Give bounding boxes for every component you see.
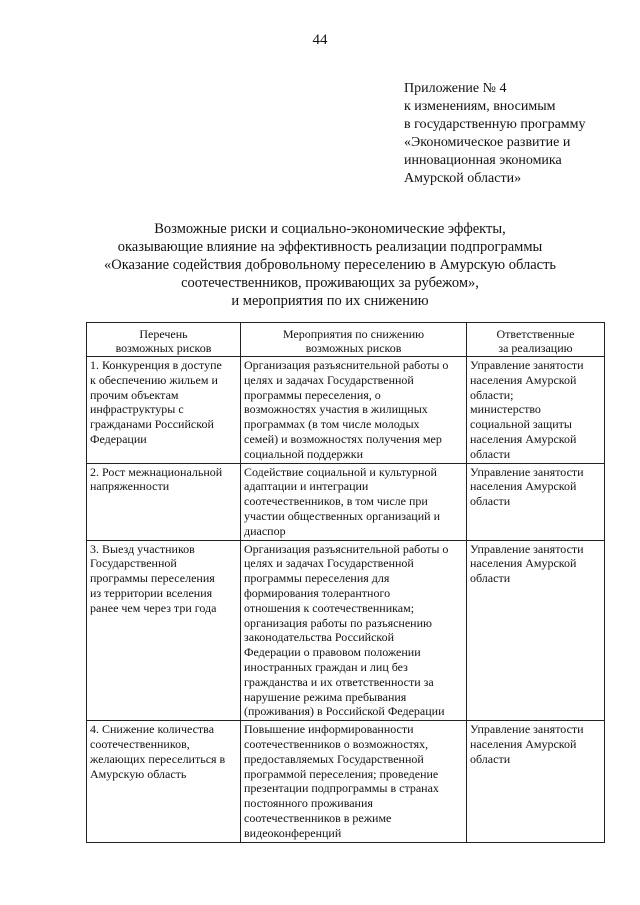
measures-cell bbox=[241, 357, 467, 464]
cell-line: гражданства и их ответственности за bbox=[244, 674, 434, 689]
risk-cell bbox=[87, 357, 241, 464]
cell-line: нарушение режима пребывания bbox=[244, 689, 407, 704]
cell-line: Управление занятости bbox=[470, 541, 584, 556]
cell-line: (проживания) в Российской Федерации bbox=[244, 704, 445, 719]
cell-line: Амурскую область bbox=[90, 766, 187, 781]
cell-line: Организация разъяснительной работы о bbox=[244, 541, 449, 556]
table-row bbox=[87, 463, 605, 540]
cell-line: области; bbox=[470, 387, 514, 402]
header-measures bbox=[241, 323, 467, 357]
cell-line: программой переселения; проведение bbox=[244, 766, 439, 781]
cell-line: населения Амурской bbox=[470, 736, 577, 751]
cell-line: адаптации и интеграции bbox=[244, 479, 369, 494]
cell-line: напряженности bbox=[90, 479, 170, 494]
cell-line: Управление занятости bbox=[470, 358, 584, 372]
cell-line: программы переселения для bbox=[244, 571, 390, 586]
cell-line: законодательства Российской bbox=[244, 630, 395, 645]
measures-cell bbox=[241, 540, 467, 721]
cell-line: отношения к соотечественникам; bbox=[244, 600, 415, 615]
table-header-row bbox=[87, 323, 605, 357]
risks-table bbox=[86, 322, 605, 843]
cell-line: видеоконференций bbox=[244, 825, 342, 840]
cell-line: населения Амурской bbox=[470, 479, 577, 494]
cell-line: программы переселения, о bbox=[244, 387, 381, 402]
cell-line: постоянного проживания bbox=[244, 796, 373, 811]
cell-line: программах (в том числе молодых bbox=[244, 417, 420, 432]
cell-line: Повышение информированности bbox=[244, 722, 414, 737]
header-line: Мероприятия по снижению bbox=[282, 327, 425, 341]
cell-line: Государственной bbox=[90, 556, 177, 571]
cell-line: соотечественников, bbox=[90, 736, 190, 751]
cell-line: социальной поддержки bbox=[244, 446, 364, 461]
header-line: возможных рисков bbox=[305, 341, 402, 355]
header-line: Ответственные bbox=[496, 327, 575, 341]
title-line: соотечественников, проживающих за рубежом», bbox=[181, 275, 479, 291]
cell-line: соотечественников о возможностях, bbox=[244, 736, 429, 751]
risk-cell bbox=[87, 463, 241, 540]
cell-line: области bbox=[470, 446, 511, 461]
cell-line: 4. Снижение количества bbox=[90, 722, 215, 737]
measures-cell bbox=[241, 463, 467, 540]
cell-line: ранее чем через три года bbox=[90, 600, 217, 615]
cell-line: населения Амурской bbox=[470, 431, 577, 446]
page-number: 44 bbox=[312, 32, 328, 48]
cell-line: диаспор bbox=[244, 523, 286, 538]
responsible-cell bbox=[467, 540, 605, 721]
cell-line: соотечественников, в том числе при bbox=[244, 494, 428, 509]
cell-line: населения Амурской bbox=[470, 556, 577, 571]
risk-cell bbox=[87, 721, 241, 842]
cell-line: области bbox=[470, 494, 511, 509]
title-line: оказывающие влияние на эффективность реализации подпрограммы bbox=[117, 239, 543, 255]
cell-line: области bbox=[470, 571, 511, 586]
cell-line: возможностях участия в жилищных bbox=[244, 402, 428, 417]
header-line: Перечень bbox=[139, 327, 188, 341]
cell-line: презентации подпрограммы в странах bbox=[244, 781, 439, 796]
table-row bbox=[87, 540, 605, 721]
responsible-cell bbox=[467, 463, 605, 540]
cell-line: формирования толерантного bbox=[244, 585, 391, 600]
cell-line: социальной защиты bbox=[470, 417, 572, 432]
cell-line: 2. Рост межнациональной bbox=[90, 464, 223, 479]
cell-line: населения Амурской bbox=[470, 372, 577, 387]
appendix-line: в государственную программу bbox=[404, 117, 586, 132]
cell-line: желающих переселиться в bbox=[90, 751, 226, 766]
cell-line: Содействие социальной и культурной bbox=[244, 464, 437, 479]
cell-line: целях и задачах Государственной bbox=[244, 372, 414, 387]
cell-line: иностранных граждан и лиц без bbox=[244, 659, 408, 674]
table-body bbox=[87, 357, 605, 843]
cell-line: соотечественников в режиме bbox=[244, 810, 392, 825]
cell-line: из территории вселения bbox=[90, 585, 213, 600]
cell-line: Управление занятости bbox=[470, 722, 584, 737]
table-row bbox=[87, 357, 605, 464]
cell-line: предоставляемых Государственной bbox=[244, 751, 424, 766]
responsible-cell bbox=[467, 357, 605, 464]
appendix-line: «Экономическое развитие и bbox=[404, 135, 571, 150]
cell-line: Организация разъяснительной работы о bbox=[244, 358, 449, 372]
cell-line: министерство bbox=[470, 402, 541, 417]
document-title bbox=[60, 220, 600, 310]
cell-line: 3. Выезд участников bbox=[90, 541, 195, 556]
cell-line: 1. Конкуренция в доступе bbox=[90, 358, 222, 372]
cell-line: участии общественных организаций и bbox=[244, 508, 440, 523]
cell-line: прочим объектам bbox=[90, 387, 179, 402]
title-line: Возможные риски и социально-экономические эффекты, bbox=[154, 221, 506, 237]
cell-line: области bbox=[470, 751, 511, 766]
header-line: возможных рисков bbox=[115, 341, 212, 355]
header-line: за реализацию bbox=[498, 341, 573, 355]
appendix-header bbox=[404, 80, 634, 188]
risk-cell bbox=[87, 540, 241, 721]
responsible-cell bbox=[467, 721, 605, 842]
cell-line: инфраструктуры с bbox=[90, 402, 184, 417]
title-line: «Оказание содействия добровольному переселению в Амурскую область bbox=[103, 257, 557, 273]
cell-line: программы переселения bbox=[90, 571, 215, 586]
appendix-line: Приложение № 4 bbox=[404, 81, 507, 96]
cell-line: Управление занятости bbox=[470, 464, 584, 479]
cell-line: Федерации bbox=[90, 431, 147, 446]
cell-line: к обеспечению жильем и bbox=[90, 372, 218, 387]
title-line: и мероприятия по их снижению bbox=[231, 293, 429, 309]
cell-line: организация работы по разъяснению bbox=[244, 615, 432, 630]
cell-line: семей) и возможностях получения мер bbox=[244, 431, 442, 446]
cell-line: Федерации о правовом положении bbox=[244, 645, 421, 660]
measures-cell bbox=[241, 721, 467, 842]
header-responsible bbox=[467, 323, 605, 357]
appendix-line: к изменениям, вносимым bbox=[404, 99, 556, 114]
appendix-line: инновационная экономика bbox=[404, 153, 562, 168]
cell-line: гражданами Российской bbox=[90, 417, 214, 432]
table-row bbox=[87, 721, 605, 842]
appendix-line: Амурской области» bbox=[404, 171, 522, 186]
header-risks bbox=[87, 323, 241, 357]
cell-line: целях и задачах Государственной bbox=[244, 556, 414, 571]
